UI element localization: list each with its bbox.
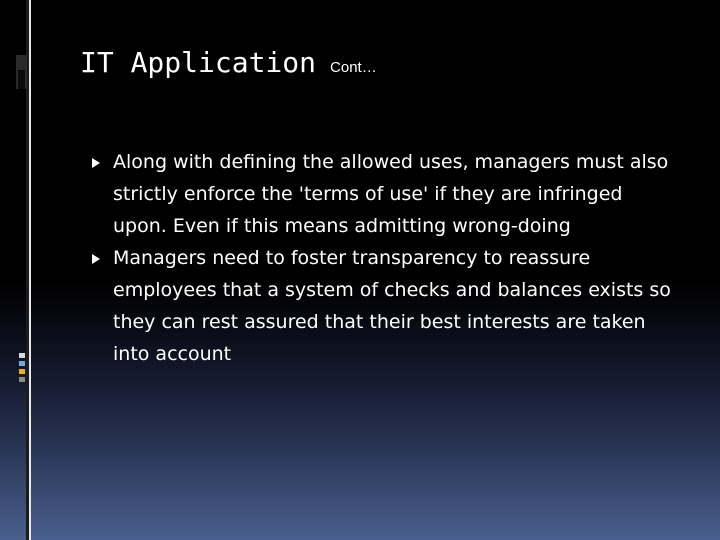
title-accent-inner xyxy=(18,70,25,89)
slide-title-main: IT Application xyxy=(80,46,317,79)
slide-title xyxy=(80,46,377,79)
bullet-item xyxy=(92,146,682,242)
bullet-text: Along with defining the allowed uses, managers must also strictly enforce the 'terms of use' if they are infringed upon. Even if this means admitting wrong-doing xyxy=(113,151,669,237)
bullet-icon xyxy=(92,158,100,168)
left-frame-highlight xyxy=(29,0,31,540)
side-accent-bars xyxy=(19,353,25,385)
bullet-item xyxy=(92,242,682,370)
slide-body xyxy=(92,146,682,370)
slide-title-sub: Cont… xyxy=(330,59,377,76)
bullet-icon xyxy=(92,254,100,264)
side-accent-bar xyxy=(19,369,25,374)
side-accent-bar xyxy=(19,353,25,358)
side-accent-bar xyxy=(19,361,25,366)
bullet-text: Managers need to foster transparency to reassure employees that a system of checks and balances exists so they can rest assured that their best interests are taken into account xyxy=(113,247,671,365)
side-accent-bar xyxy=(19,377,25,382)
